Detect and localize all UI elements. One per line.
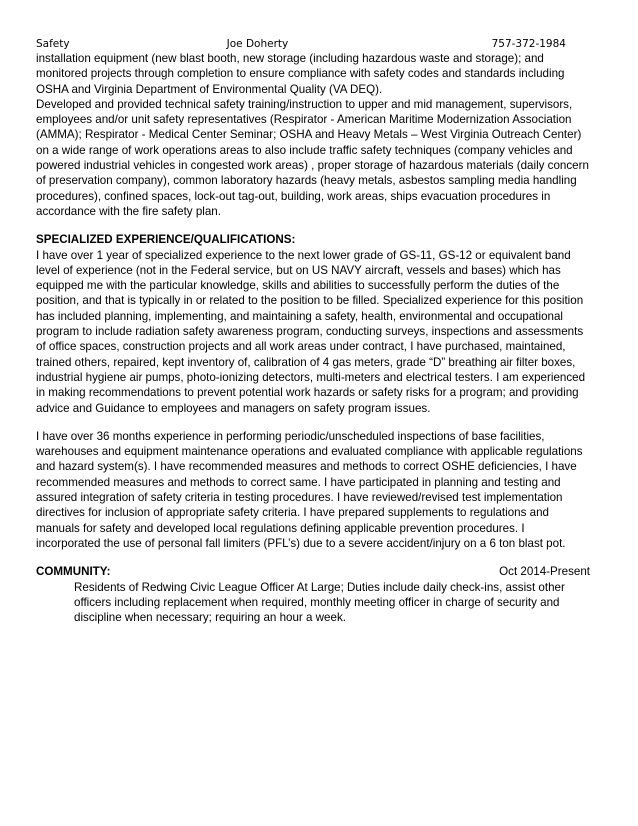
header-title: Safety — [36, 38, 70, 50]
experience-paragraph-2: Developed and provided technical safety training/instruction to upper and mid management, supervisors, employees and/or unit safety representatives (Respirator - American Maritime Modernization Association (AMMA); Respirator - Medical Center Seminar; OSHA and Heavy Metals – West Virginia Outreach Center) on a wide range of work operations areas to also include traffic safety techniques (company vehicles and powered industrial vehicles in congested work areas) , proper storage of hazardous materials (daily concern of preservation company), common laboratory hazards (heavy metals, asbestos sampling media handling procedures), confined spaces, lock-out tag-out, building, work areas, ships evacuation procedures in accordance with the fire safety plan. — [36, 97, 589, 218]
header-phone: 757-372-1984 — [491, 38, 566, 50]
spacer — [36, 551, 592, 564]
experience-paragraph-1: installation equipment (new blast booth, new storage (including hazardous waste and storage); and monitored projects through completion to ensure compliance with safety codes and standards including OSHA and Virginia Department of Environmental Quality (VA DEQ). — [36, 52, 565, 96]
specialized-paragraph-1: I have over 1 year of specialized experience to the next lower grade of GS-11, GS-12 or equivalent band level of experience (not in the Federal service, but on US NAVY aircraft, vessels and bases) which has equipped me with the particular knowledge, skills and abilities to successfully perform the duties of the position, and that is typically in or related to the position to be filled. Specialized experience for this position has included planning, implementing, and maintaining a safety, health, environmental and occupational program to include radiation safety awareness program, conducting surveys, inspections and assessments of office spaces, construction projects and all work areas under contract, I have purchased, maintained, trained others, repaired, kept inventory of, calibration of 4 gas meters, grade “D” breathing air filter boxes, industrial hygiene air pumps, photo-ionizing detectors, multi-meters and electrical testers. I am experienced in making recommendations to prevent potential work hazards or safety risks for a program; and providing advice and Guidance to employees and managers on safety program issues. — [36, 248, 586, 415]
community-paragraph: Residents of Redwing Civic League Officer At Large; Duties include daily check-ins, assist other officers including replacement when required, monthly meeting officer in charge of security and discipline when necessary; requiring an hour a week. — [74, 580, 565, 625]
page-header — [36, 38, 592, 51]
community-heading: COMMUNITY: — [36, 565, 111, 579]
specialized-paragraph-2: I have over 36 months experience in performing periodic/unscheduled inspections of base facilities, warehouses and equipment maintenance operations and evaluated compliance with applicable regulations and hazard system(s). I have recommended measures and methods to correct OSHE deficiencies, I have recommended measures and methods to correct same. I have participated in planning and testing and assured integration of safety criteria in testing procedures. I have reviewed/revised test implementation directives for inclusion of appropriate safety criteria. I have prepared supplements to regulations and manuals for safety and developed local regulations defining applicable prevention procedures. I incorporated the use of personal fall limiters (PFL’s) due to a severe accident/injury on a 6 ton blast pot. — [36, 429, 583, 550]
spacer — [36, 416, 592, 429]
community-date: Oct 2014-Present — [499, 565, 590, 579]
community-heading-row — [36, 564, 592, 579]
specialized-heading: SPECIALIZED EXPERIENCE/QUALIFICATIONS: — [36, 233, 296, 247]
header-name: Joe Doherty — [226, 38, 289, 50]
resume-page — [36, 38, 592, 625]
spacer — [36, 219, 592, 232]
